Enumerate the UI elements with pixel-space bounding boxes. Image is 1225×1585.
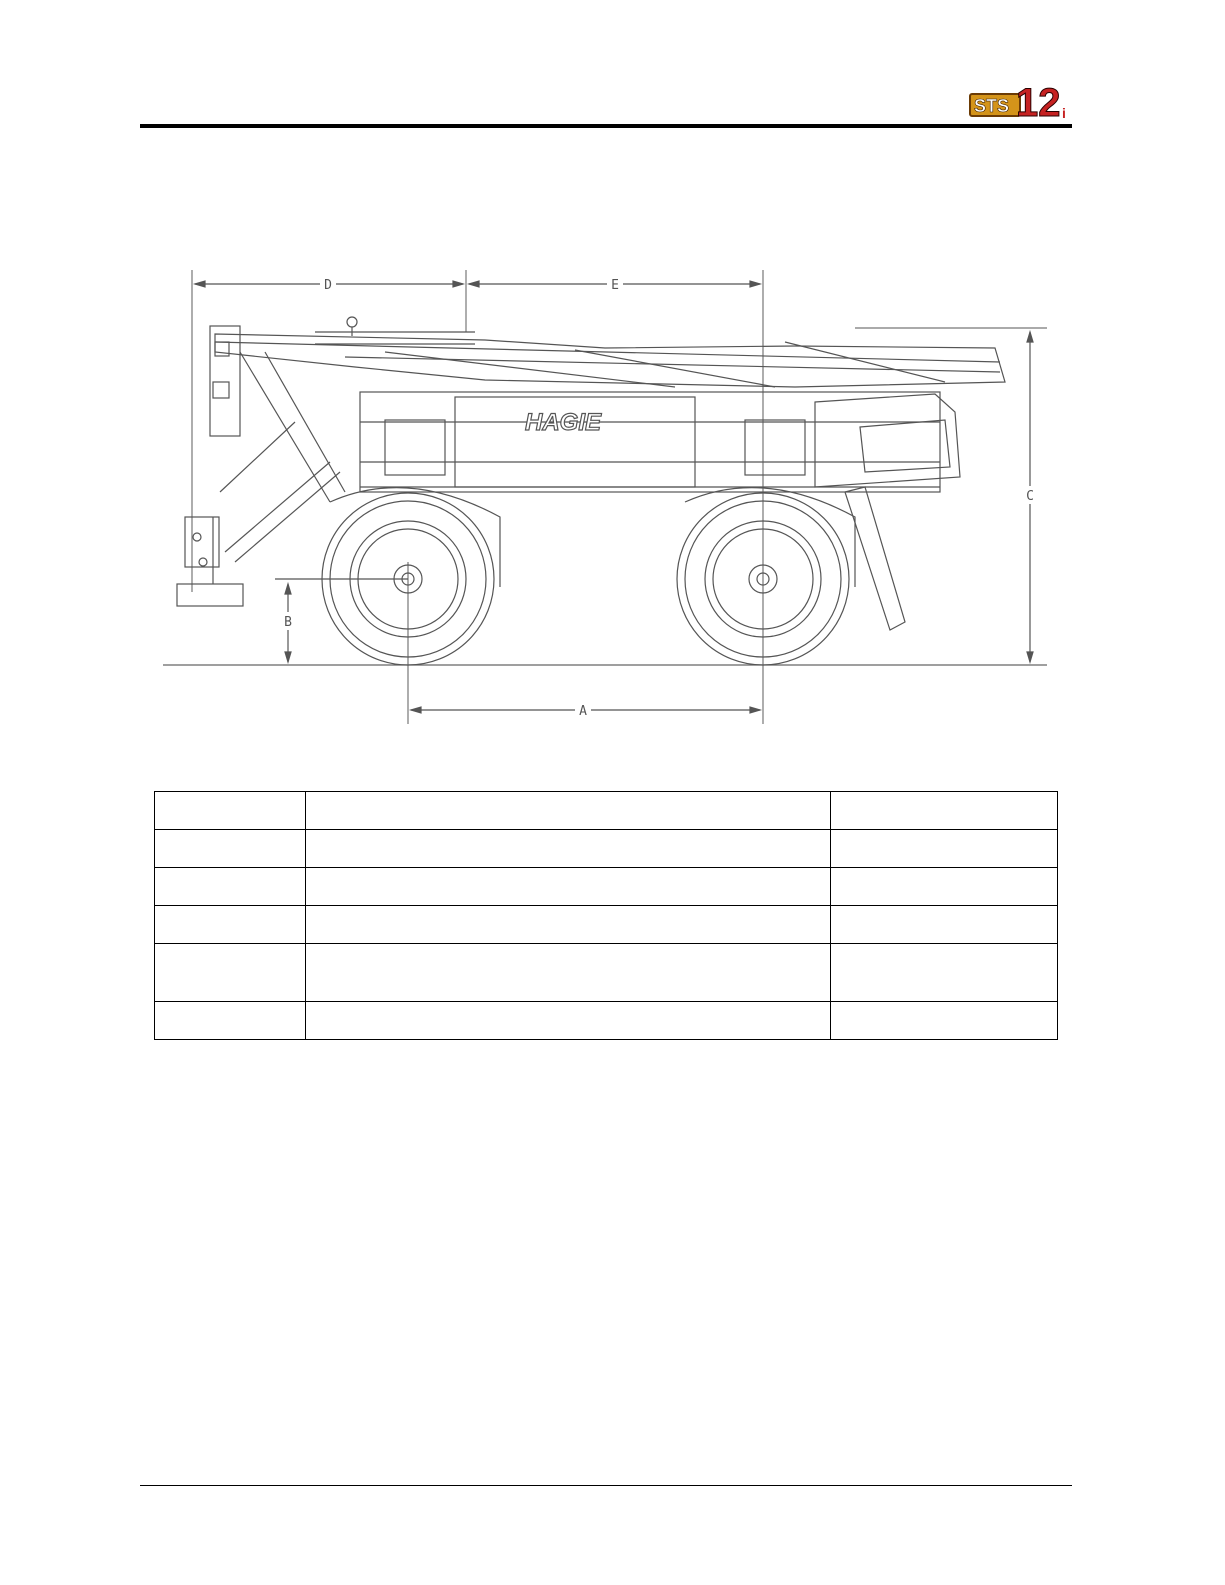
- table-cell: [831, 830, 1058, 868]
- table-cell: [306, 906, 831, 944]
- header-rule: [140, 124, 1072, 128]
- table-cell: [306, 944, 831, 1002]
- table-row: [155, 906, 1058, 944]
- dim-label-b: B: [284, 615, 292, 630]
- table-cell: [306, 1002, 831, 1040]
- dimension-e: [469, 276, 760, 293]
- footer-rule: [140, 1485, 1072, 1486]
- dimension-a: [411, 702, 760, 719]
- brand-text: HAGIE: [524, 409, 602, 436]
- table-row: [155, 944, 1058, 1002]
- left-boom-fold: [177, 326, 345, 606]
- table-cell: [155, 944, 306, 1002]
- table-cell: [155, 1002, 306, 1040]
- rear-wheel: [322, 488, 500, 665]
- table-row: [155, 868, 1058, 906]
- table-cell: [306, 868, 831, 906]
- table-cell: [831, 1002, 1058, 1040]
- dim-label-a: A: [579, 704, 587, 719]
- logo-suffix-text: i: [1062, 105, 1066, 121]
- table-cell: [155, 906, 306, 944]
- table-cell: [306, 792, 831, 830]
- table-cell: [831, 792, 1058, 830]
- table-cell: [155, 830, 306, 868]
- logo-number-text: 12: [1016, 81, 1061, 122]
- logo-prefix-text: STS: [974, 96, 1010, 116]
- dimension-table: [154, 791, 1058, 1040]
- table-cell: [831, 868, 1058, 906]
- dimension-d: [195, 276, 463, 293]
- table-cell: [306, 830, 831, 868]
- table-cell: [155, 868, 306, 906]
- chassis: [360, 392, 960, 492]
- dim-label-d: D: [324, 278, 332, 293]
- table-row: [155, 792, 1058, 830]
- table-cell: [831, 944, 1058, 1002]
- table-row: [155, 1002, 1058, 1040]
- sts12i-logo: [968, 78, 1072, 122]
- front-wheel: [677, 488, 855, 665]
- table-cell: [831, 906, 1058, 944]
- sprayer-side-view-drawing: [155, 262, 1055, 732]
- dimension-c: [1022, 332, 1038, 662]
- dim-label-e: E: [611, 278, 619, 293]
- table-cell: [155, 792, 306, 830]
- table-row: [155, 830, 1058, 868]
- front-leg: [845, 487, 905, 630]
- dim-label-c: C: [1026, 489, 1034, 504]
